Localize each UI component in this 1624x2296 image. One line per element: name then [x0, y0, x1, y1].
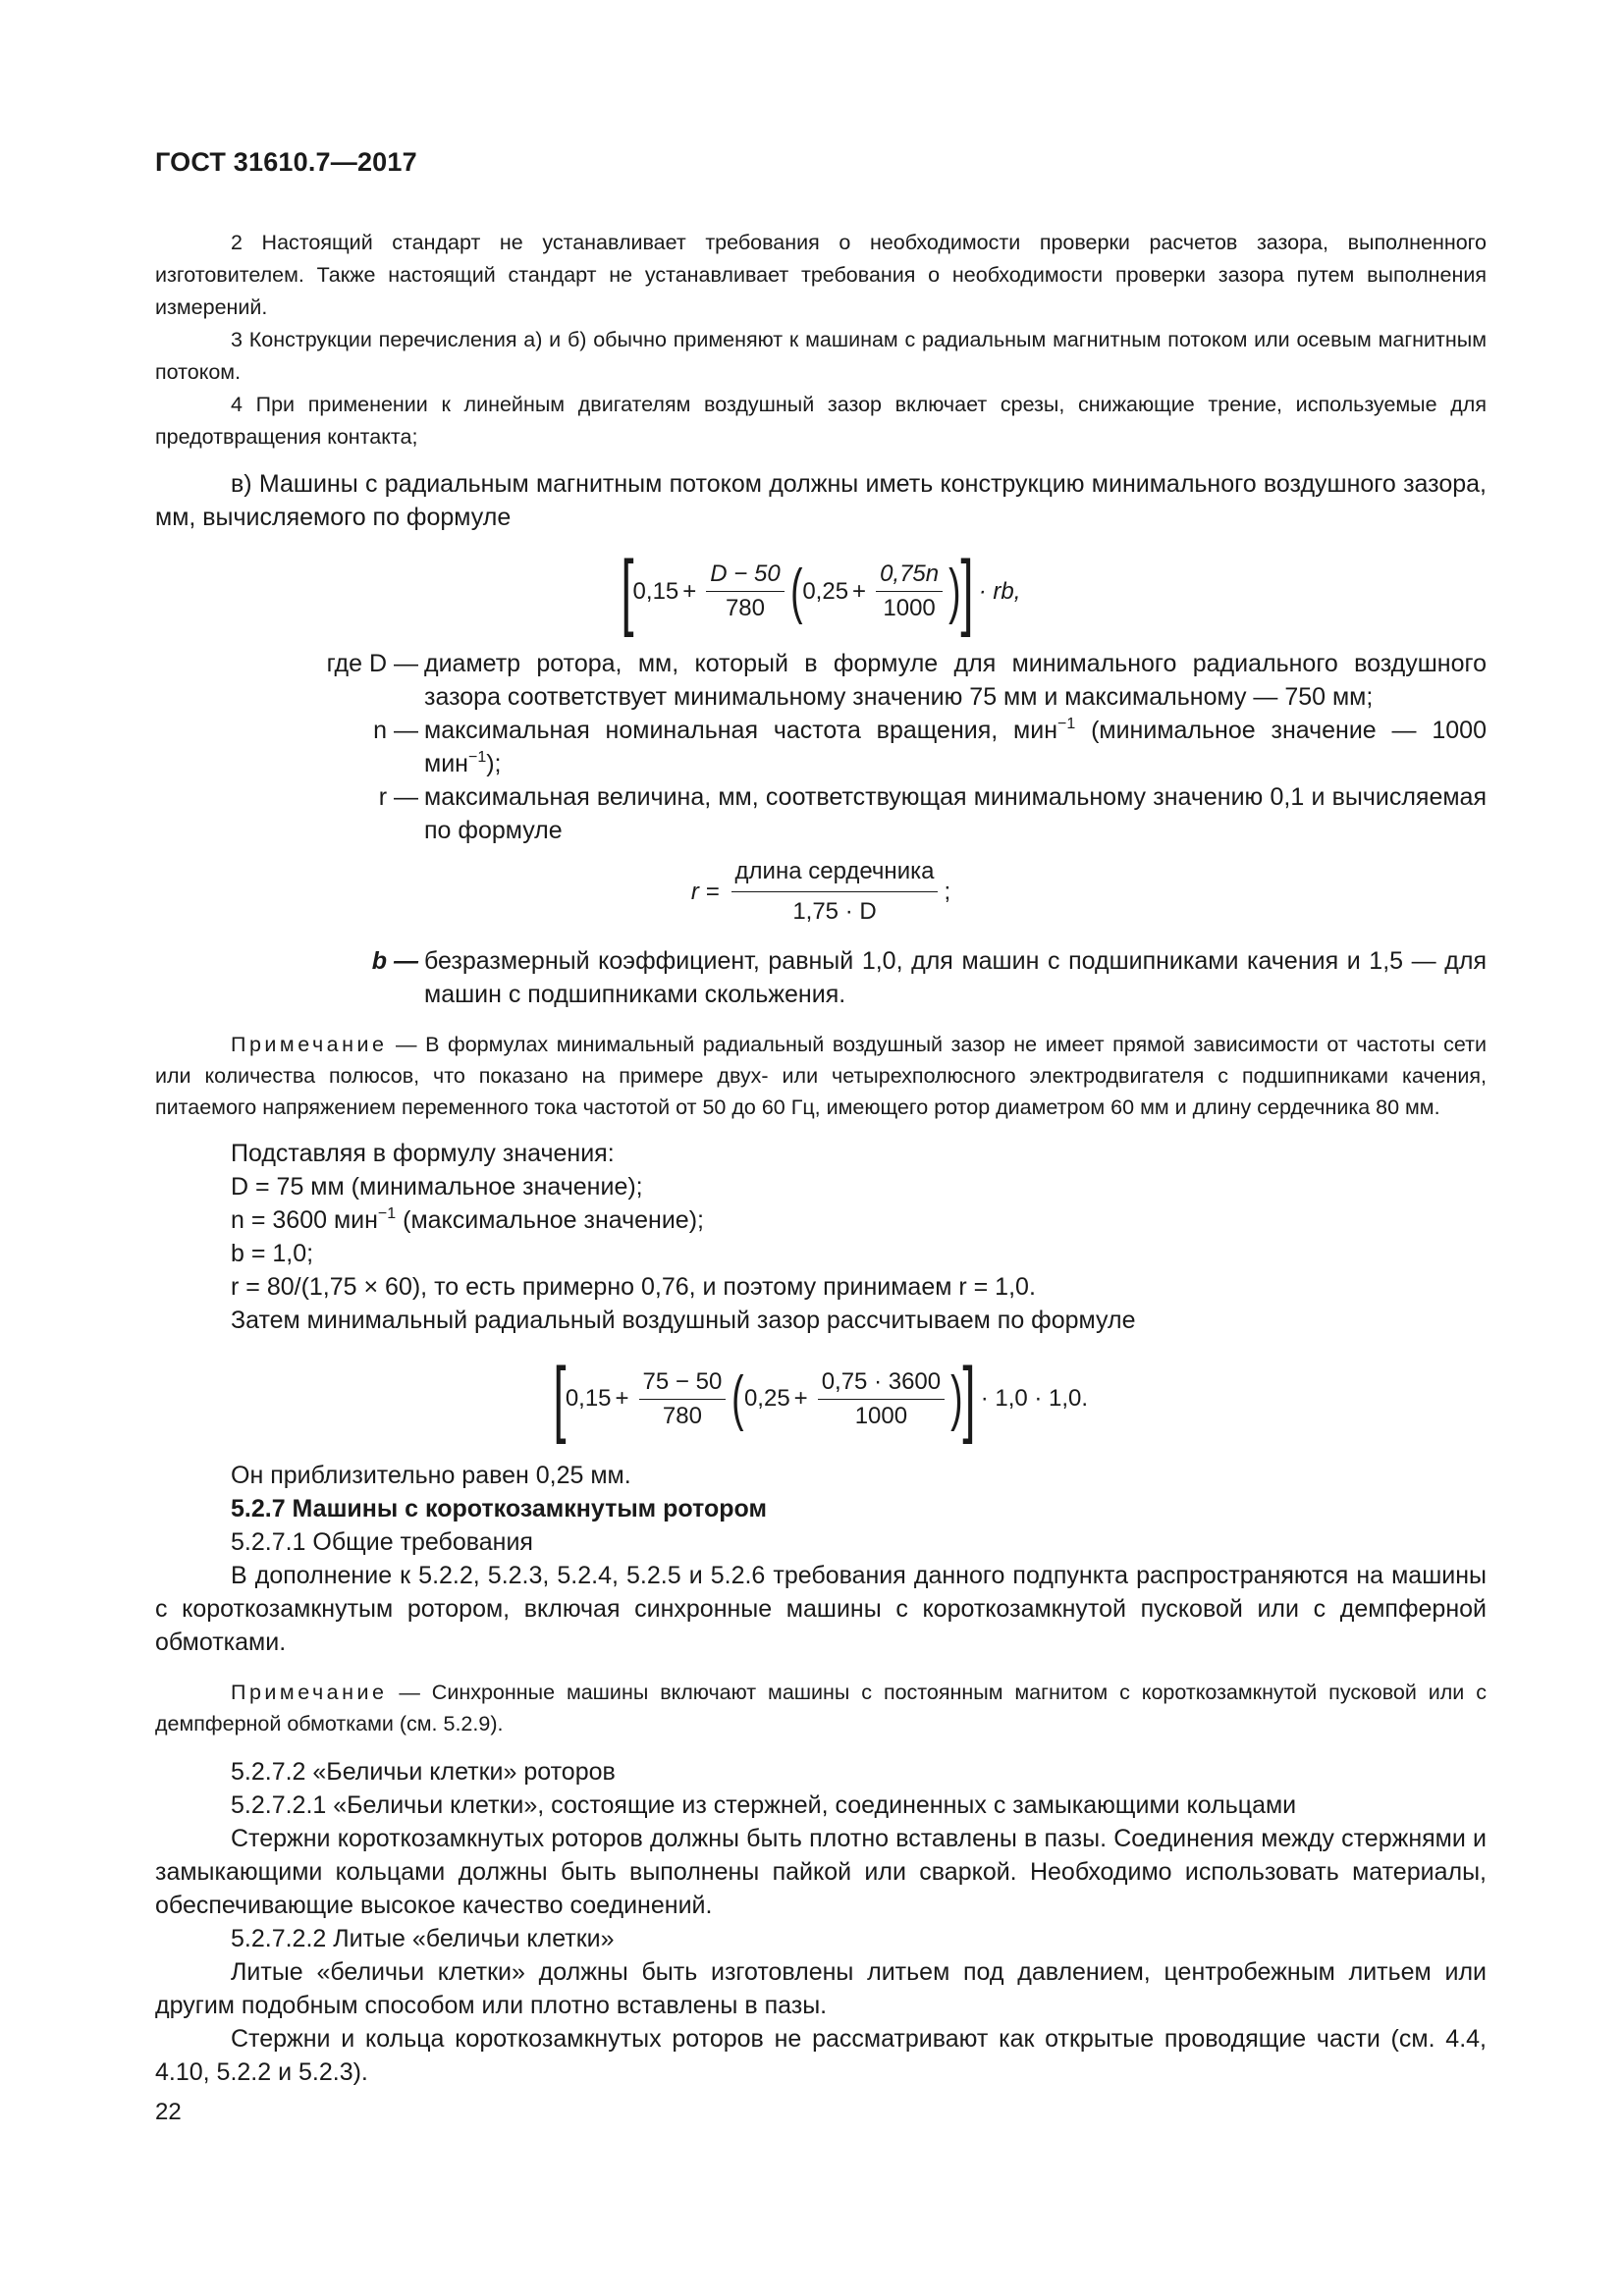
def-n-text: максимальная номинальная частота вращения, мин$^{-1}$ (минимальное значение — 1000 мин$^{-1}$);: [424, 716, 1487, 778]
note2-label: Примечание: [231, 1680, 388, 1704]
formula-plus: +: [682, 577, 697, 605]
note2-text: — Синхронные машины включают машины с постоянным магнитом с короткозамкнутой пусковой или с демпферной обмотками (см. 5.2.9).: [155, 1680, 1487, 1735]
note-text: — В формулах минимальный радиальный воздушный зазор не имеет прямой зависимости от частоты сети или количества полюсов, что показано на примере двух- или четырехполюсного электродвигателя с подшипниками качения, питаемого напряжением переменного тока частотой от 50 до 60 Гц, имеющего ротор диаметром 60 мм и длину сердечника 80 мм.: [155, 1033, 1487, 1120]
sections-block: [155, 1459, 1487, 1659]
page-content: [155, 147, 1487, 2089]
formula2-fraction-d-denominator: 780: [662, 1402, 702, 1429]
formula2-const-b: 0,25: [743, 1385, 790, 1413]
formula-r: [155, 855, 1487, 929]
formula2-plus: +: [615, 1385, 629, 1413]
def-n: [155, 714, 1487, 780]
section-5-2-7-2-1: 5.2.7.2.1 «Беличьи клетки», состоящие из стержней, соединенных с замыкающими кольцами: [231, 1790, 1297, 1819]
formula-const-a: 0,15: [632, 577, 679, 605]
def-n-label: n —: [373, 717, 418, 745]
item-v: в) Машины с радиальным магнитным потоком должны иметь конструкцию минимального воздушного зазора, мм, вычисляемого по формуле: [155, 470, 1487, 531]
formula-r-denominator: 1,75 · D: [792, 898, 877, 926]
formula-r-tail: ;: [944, 878, 951, 905]
formula2-open-bracket: [: [553, 1351, 567, 1446]
example-then: Затем минимальный радиальный воздушный зазор рассчитываем по формуле: [231, 1307, 1136, 1335]
note-synchronous: [155, 1677, 1487, 1739]
fraction-n-denominator: 1000: [883, 595, 936, 622]
note-3: 3 Конструкции перечисления а) и б) обычно применяют к машинам с радиальным магнитным потоком или осевым магнитным потоком.: [155, 328, 1487, 384]
formula-example: [155, 1351, 1487, 1446]
formula-r-numerator: длина сердечника: [731, 855, 939, 892]
formula-plus-2: +: [852, 577, 867, 605]
def-r-label: r —: [378, 783, 418, 812]
section-5-2-7-2-2: 5.2.7.2.2 Литые «беличьи клетки»: [231, 1924, 615, 1952]
example-line-b: b = 1,0;: [231, 1240, 314, 1268]
formula-main: [155, 544, 1487, 638]
formula-tail: · rb,: [978, 577, 1021, 605]
fraction-d-numerator: D − 50: [710, 561, 781, 588]
formula-const-b: 0,25: [802, 577, 849, 605]
formula2-fraction-d-numerator: 75 − 50: [639, 1368, 727, 1400]
formula2-close-paren: ): [950, 1364, 963, 1433]
def-d-text: диаметр ротора, мм, который в формуле для минимального радиального воздушного зазора соответствует минимальному значению 75 мм и максимальному — 750 мм;: [424, 650, 1487, 712]
paragraph-5-2-7-2-1: Стержни короткозамкнутых роторов должны быть плотно вставлены в пазы. Соединения между стержнями и замыкающими кольцами должны быть выполнены пайкой или сваркой. Необходимо использовать материалы, обеспечивающие высокое качество соединений.: [155, 1824, 1487, 1919]
formula-open-paren: (: [789, 557, 803, 625]
section-5-2-7-2: 5.2.7.2 «Беличьи клетки» роторов: [231, 1757, 616, 1786]
def-r: [155, 780, 1487, 847]
formula2-plus-2: +: [793, 1385, 808, 1413]
notes-top: [155, 227, 1487, 454]
section-5-2-7: 5.2.7 Машины с короткозамкнутым ротором: [231, 1494, 767, 1522]
example-intro: Подставляя в формулу значения:: [231, 1140, 615, 1168]
formula2-fraction-n-numerator: 0,75 · 3600: [818, 1368, 945, 1400]
fraction-n-numerator: 0,75n: [880, 561, 940, 588]
def-d: [155, 647, 1487, 714]
example-block: [155, 1137, 1487, 1337]
paragraph-5-2-7-1: В дополнение к 5.2.2, 5.2.3, 5.2.4, 5.2.5 и 5.2.6 требования данного подпункта распространяются на машины с короткозамкнутым ротором, включая синхронные машины с короткозамкнутой пусковой или с демпферной обмотками.: [155, 1561, 1487, 1656]
formula2-fraction-n: [818, 1368, 945, 1430]
formula2-fraction-d: [639, 1368, 727, 1430]
paragraph-last: Стержни и кольца короткозамкнутых роторов не рассматривают как открытые проводящие части (см. 4.4, 4.10, 5.2.2 и 5.2.3).: [155, 2024, 1487, 2086]
formula2-const-a: 0,15: [565, 1385, 612, 1413]
note-2: 2 Настоящий стандарт не устанавливает требования о необходимости проверки расчетов зазора, выполненного изготовителем. Также настоящий стандарт не устанавливает требования о необходимости проверки зазора путем выполнения измерений.: [155, 231, 1487, 319]
note-formula: [155, 1029, 1487, 1123]
formula-fraction-d: [706, 561, 784, 622]
result-text: Он приблизительно равен 0,25 мм.: [231, 1461, 631, 1489]
example-line-r: r = 80/(1,75 × 60), то есть примерно 0,76, и поэтому принимаем r = 1,0.: [231, 1273, 1036, 1302]
formula2-close-bracket: ]: [962, 1351, 976, 1446]
section-5-2-7-1: 5.2.7.1 Общие требования: [231, 1527, 533, 1556]
formula2-tail: · 1,0 · 1,0.: [980, 1385, 1089, 1413]
note-4: 4 При применении к линейным двигателям воздушный зазор включает срезы, снижающие трение, используемые для предотвращения контакта;: [155, 393, 1487, 449]
formula-close-bracket: ]: [960, 544, 974, 638]
fraction-d-denominator: 780: [725, 595, 765, 622]
document-header: ГОСТ 31610.7—2017: [155, 147, 417, 177]
item-v-block: [155, 467, 1487, 534]
example-line-d: D = 75 мм (минимальное значение);: [231, 1173, 643, 1201]
formula-close-paren: ): [948, 557, 961, 625]
formula2-fraction-n-denominator: 1000: [854, 1402, 908, 1429]
def-b: [155, 944, 1487, 1011]
formula2-open-paren: (: [731, 1364, 744, 1433]
formula-r-lhs: r =: [690, 878, 720, 905]
sections-block-2: [155, 1755, 1487, 2089]
def-b-label: b —: [371, 947, 418, 976]
formula-fraction-n: [876, 561, 943, 622]
page-number: 22: [155, 2099, 182, 2125]
example-line-n: n = 3600 мин$^{-1}$ (максимальное значение);: [231, 1205, 704, 1235]
def-b-text: безразмерный коэффициент, равный 1,0, для машин с подшипниками качения и 1,5 — для машин с подшипниками скольжения.: [424, 947, 1487, 1009]
definitions: [155, 647, 1487, 1011]
def-r-text: максимальная величина, мм, соответствующая минимальному значению 0,1 и вычисляемая по формуле: [424, 783, 1487, 845]
formula-open-bracket: [: [621, 544, 634, 638]
def-d-label: где D —: [326, 650, 418, 678]
note-label: Примечание: [231, 1033, 388, 1057]
formula-r-fraction: [731, 855, 939, 929]
paragraph-5-2-7-2-2: Литые «беличьи клетки» должны быть изготовлены литьем под давлением, центробежным литьем или другим подобным способом или плотно вставлены в пазы.: [155, 1957, 1487, 2019]
